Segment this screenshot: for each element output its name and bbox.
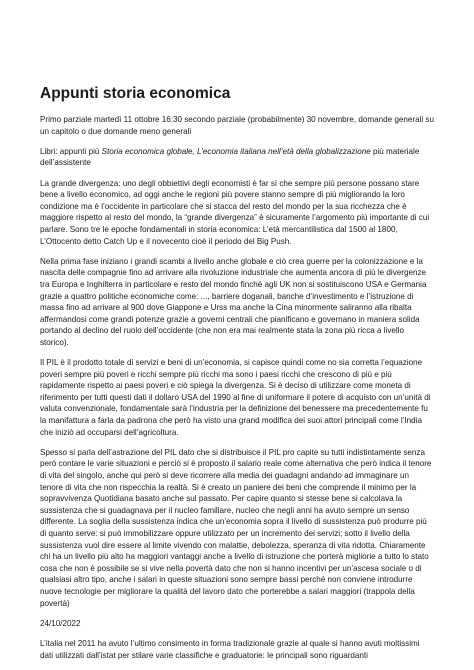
books-suffix: più materiale dell’assistente [40,146,420,168]
date-heading: 24/10/2022 [40,618,81,628]
paragraph-census: L’italia nel 2011 ha avuto l’ultimo consimento in forma tradizionale grazie al quale si hanno avuti moltissimi dati utilizzati dall’istat per stilare varie classifiche e graduatorie: le principali sono riguardanti [40,638,420,660]
document-title: Appunti storia economica [40,85,231,102]
paragraph-gdp-abstraction: Spesso si parla dell’astrazione del PIL dato che si distribuisce il PIL pro capite su tutti indistintamente senza però contare le varie situazioni e perciò si è proposto il salario reale come alternativa che però indica il tenore di vita del singolo, anche qui però si deve ricorrere alla media dei guadagni andando ad immaginare un tenore di vita che non rispecchia la realtà. Si è creato un paniere dei beni che comprende il minimo per la sopravvivenza Quotidiana basato anche sul passato. Per capire quanto si stesse bene si calcolava la sussistenza che si guadagnava per il nucleo familiare, nucleo che negli anni ha avuto sempre un senso differente. La soglia della sussistenza indica che un’economia sopra il livello di sussistenza può produrre più di quanto serve: si può immobilizzare oppure utilizzato per un incremento dei servizi; sotto il livello della sussistenza vuol dire essere al limite vivendo con malattie, debolezza, speranza di vita ridotta. Chiaramente chi ha un livello più alto ha maggiori vantaggi anche a livello di istruzione che porterà migliorie a tutto lo stato cosa che non è possibile se si vive nella povertà dato che non si hanno incentivi per un’ascesa sociale o di qualsiasi altro tipo, anche i salari in queste situazioni sono sempre bassi perché non conviene introdurre nuove tecnologie per migliorare la qualità del lavoro dato che porterebbe a salari maggiori (trappola della povertà) [40,447,432,608]
paragraph-gdp: Il PIL è il prodotto totale di servizi e beni di un’economia, si capisce quindi come no sia corretta l’equazione poveri sempre più poveri e ricchi sempre più ricchi ma sono i paesi ricchi che crescono di più e più rapidamente rispetto ai paesi poveri e ciò spiega la divergenza. Si è deciso di utilizzare come moneta di riferimento per tutti questi dati il dollaro USA del 1990 al fine di uniformare il potere di acquisto con un’unità di valuta convenzionale, fondamentale sarà l’industria per la definizione del benessere ma precedentemente fu la manifattura a farla da padrona che però ha visto una grand modifica dei suoi attori principali come l’India che iniziò ad occuparsi dell’agricoltura. [40,358,431,437]
paragraph-great-divergence: La grande divergenza: uno degli obbiettivi degli economisti è far sì che sempre più persone possano stare bene a livello economico, ad oggi anche le regioni più povere stanno sempre di più migliorando la loro condizione ma è l’occidente in particolare che si stacca del resto del mondo per la sua ricchezza che è maggiore rispetto al resto del mondo, la “grande divergenza” è sicuramente l’argomento più importante di cui parlare. Sono tre le epoche fondamentali in storia economica: L’età mercantilistica dal 1500 al 1800, L’Ottocento detto Catch Up e il novecento cioè il periodo del Big Push. [40,178,430,246]
paragraph-exam-dates: Primo parziale martedì 11 ottobre 16:30 secondo parziale (probabilmente) 30 novembre, domande generali su un capitolo o due domande meno generali [40,115,434,136]
paragraph-first-phase: Nella prima fase iniziano i grandi scambi a livello anche globale e ciò crea guerre per la colonizzazione e la nascita delle compagnie fino ad arrivare alla rivoluzione industriale che aumenta ancora di più le divergenze tra Europa e Inghilterra in particolare e resto del mondo finché agli UK non si sostituiscono USA e Germania grazie a quattro politiche economiche come: ..., barriere doganali, banche d’investimento e l’istruzione di massa fino ad arrivare al 900 dove Giappone e Urss ma anche la Cina minormente saliranno alla ribalta affermandosi come grandi potenze grazie a governi centrali che pianificano e governano in maniera solida portando al declino del ruolo dell’occidente (che non era mai realmente stata la zona più ricca a livello storico). [40,256,427,347]
books-prefix: Libri: appunti più [40,146,102,156]
books-titles: Storia economica globale, L’economia italiana nell’età della globalizzazione [101,146,371,156]
paragraph-books [40,146,434,169]
